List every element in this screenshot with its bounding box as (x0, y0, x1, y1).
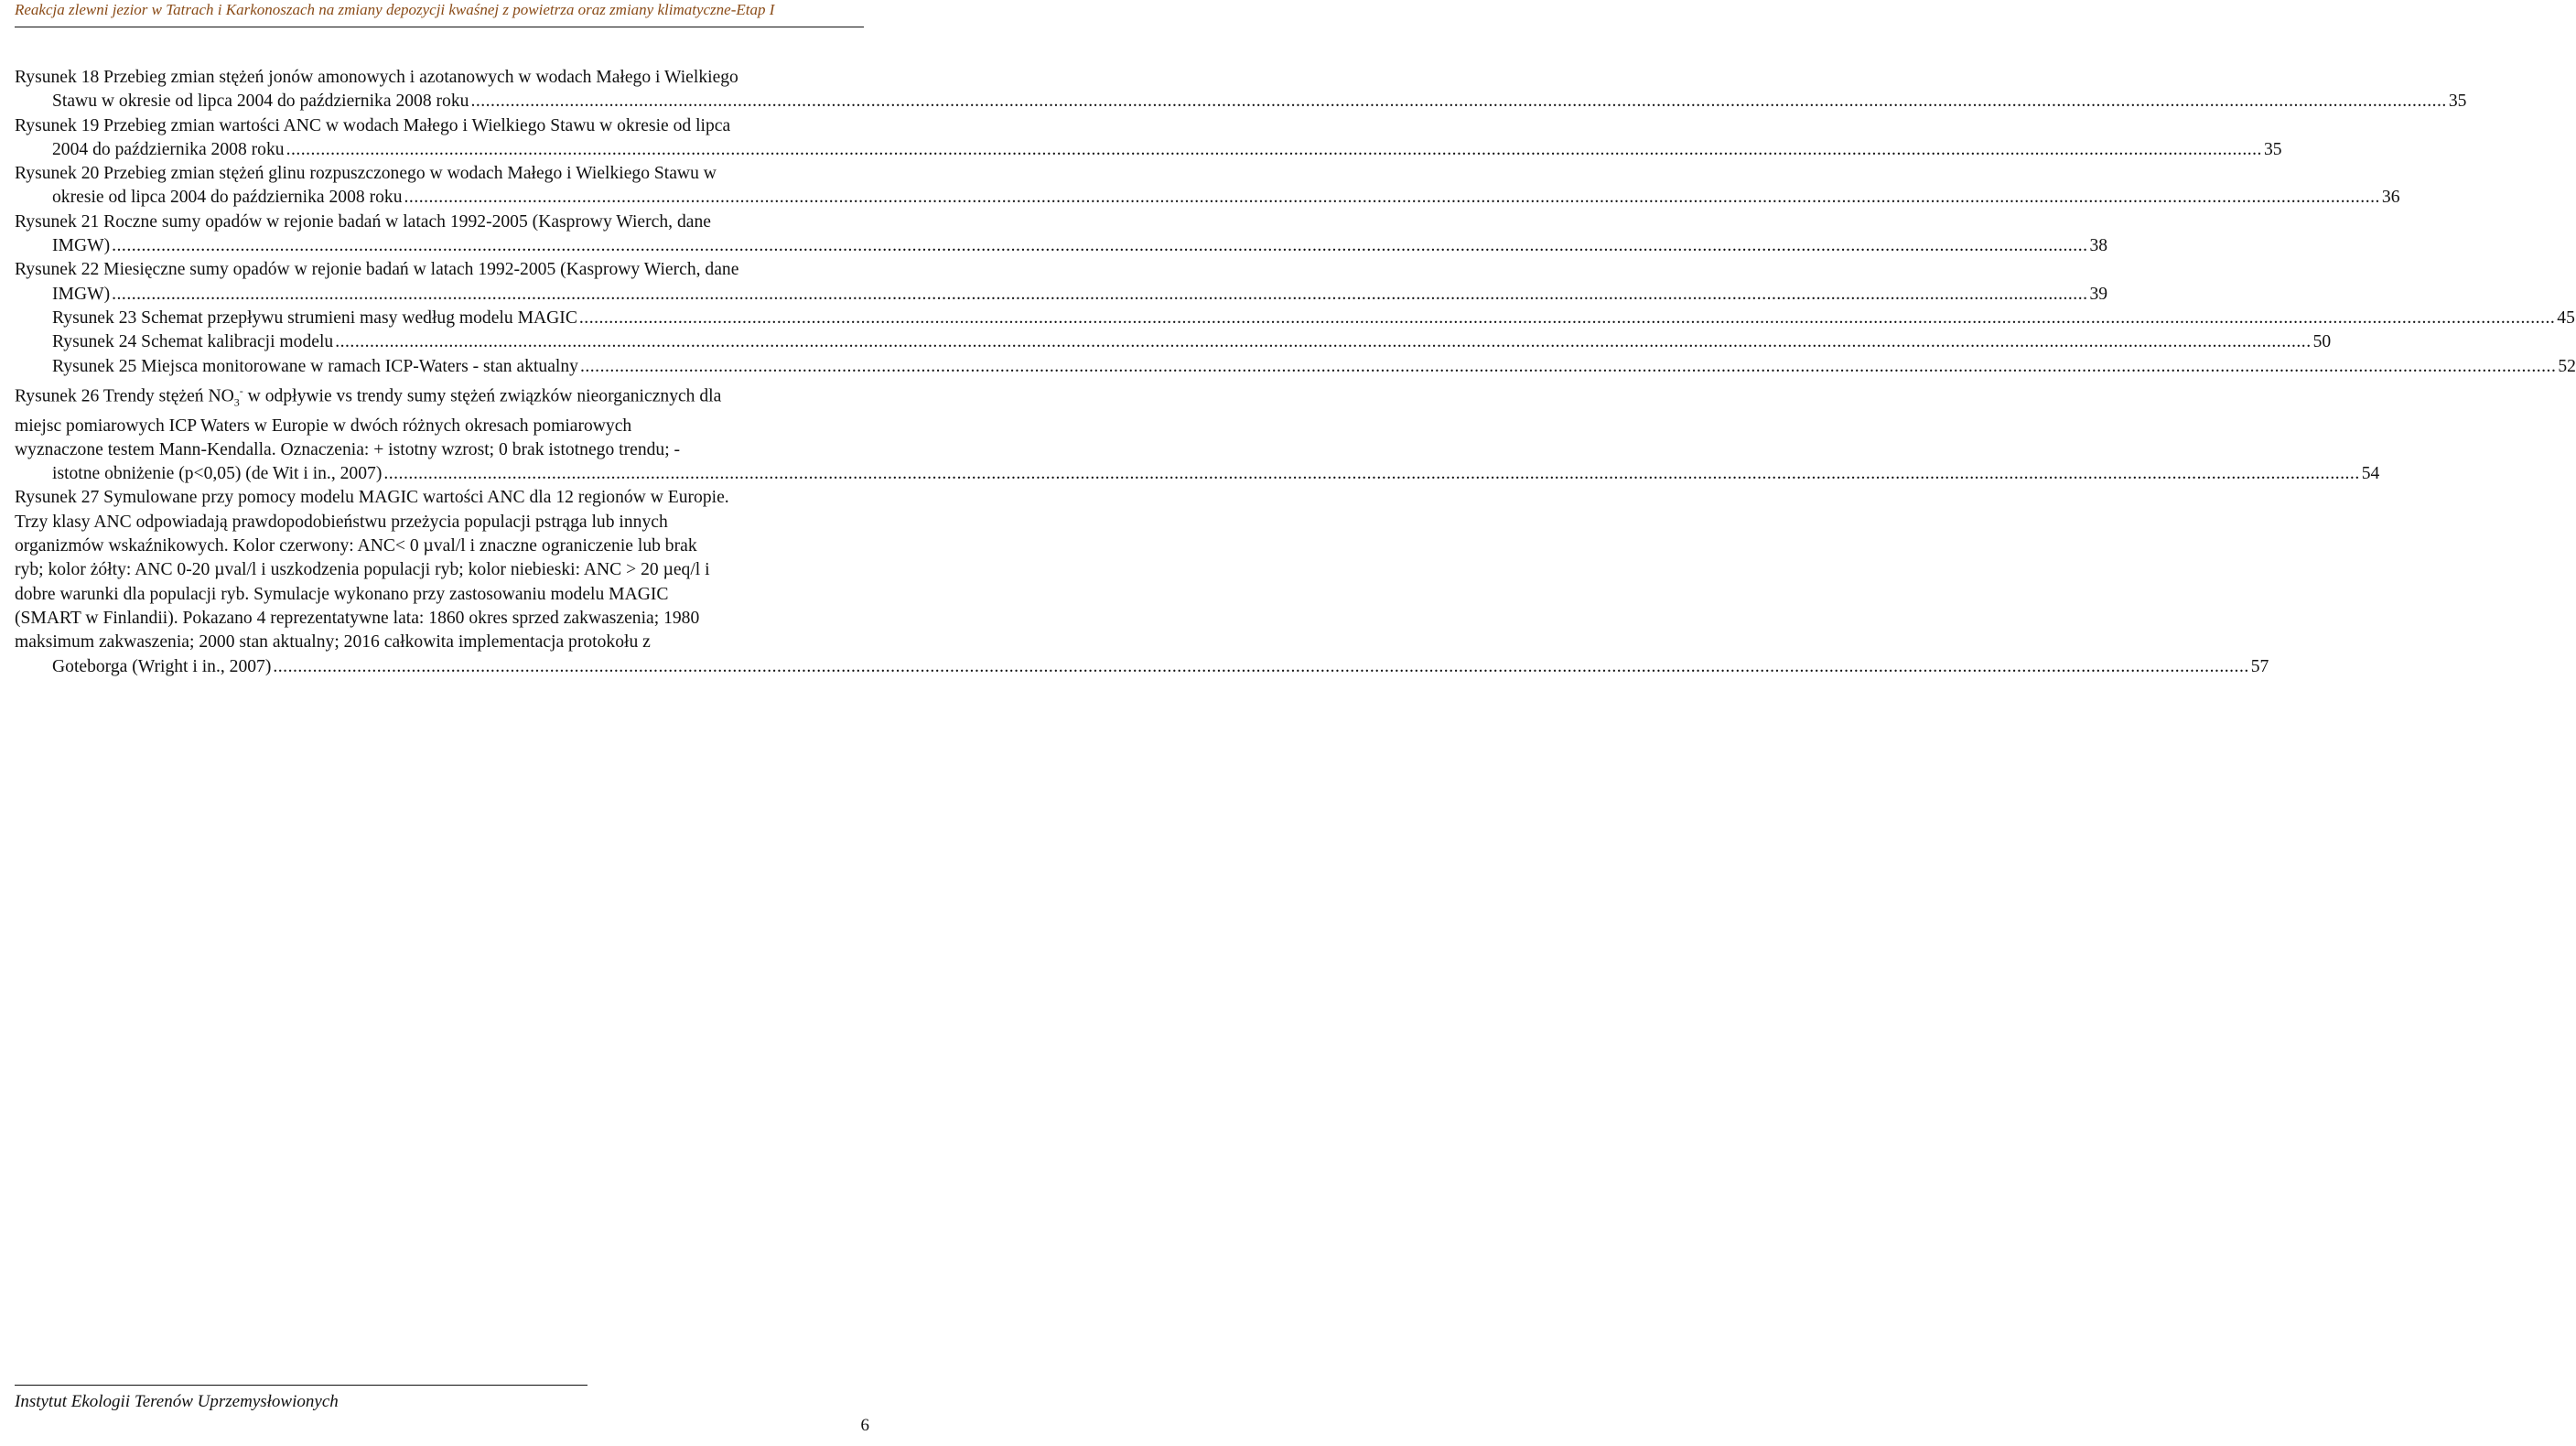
toc-page-number: 35 (2448, 92, 2467, 112)
toc-entry-last-line (52, 283, 2108, 307)
toc-entry-text: istotne obniżenie (p<0,05) (de Wit i in., 2007) (52, 464, 383, 484)
toc-page-number: 57 (2250, 656, 2269, 676)
dot-leader: ................................................................................................................................................................................................................................................................................................................................................................................................................ (578, 308, 2556, 328)
toc-entry-line: Rysunek 21 Roczne sumy opadów w rejonie badań w latach 1992-2005 (Kasprowy Wierch, dane (15, 211, 711, 232)
toc-page-number: 38 (2089, 236, 2108, 256)
toc-entry-last-line (52, 138, 2282, 162)
toc-entry[interactable] (15, 486, 2269, 678)
toc-entry-line: maksimum zakwaszenia; 2000 stan aktualny; 2016 całkowita implementacja protokołu z (15, 632, 651, 653)
toc-entry-text: IMGW) (52, 284, 111, 304)
toc-entry[interactable] (15, 258, 2108, 307)
toc-entry-line: Rysunek 20 Przebieg zmian stężeń glinu rozpuszczonego w wodach Małego i Wielkiego Stawu w (15, 164, 717, 184)
dot-leader: ................................................................................................................................................................................................................................................................................................................................................................................................................ (579, 356, 2557, 376)
toc-entry-line: wyznaczone testem Mann-Kendalla. Oznaczenia: + istotny wzrost; 0 brak istotnego trendu; - (15, 439, 681, 459)
toc-page-number: 45 (2557, 308, 2575, 328)
toc-entry-last-line (52, 307, 2575, 330)
dot-leader: ................................................................................................................................................................................................................................................................................................................................................................................................................ (470, 92, 2447, 112)
toc-entry-text: Rysunek 23 Schemat przepływu strumieni masy według modelu MAGIC (52, 308, 577, 328)
toc-page-number: 35 (2263, 139, 2282, 159)
toc-entry-line: Rysunek 19 Przebieg zmian wartości ANC w wodach Małego i Wielkiego Stawu w okresie od lipca (15, 115, 731, 135)
toc-entry-last-line (52, 330, 2332, 354)
footer-divider (15, 1385, 587, 1386)
toc-entry-text: okresie od lipca 2004 do października 2008 roku (52, 188, 403, 208)
toc-entry-last-line (52, 186, 2400, 210)
toc-entry-line: (SMART w Finlandii). Pokazano 4 reprezentatywne lata: 1860 okres sprzed zakwaszenia; 1980 (15, 608, 700, 628)
toc-page-number: 54 (2361, 464, 2380, 484)
toc-entry-text: Stawu w okresie od lipca 2004 do października 2008 roku (52, 92, 469, 112)
toc-entry-last-line (52, 355, 2576, 379)
toc-entry-line: Rysunek 27 Symulowane przy pomocy modelu MAGIC wartości ANC dla 12 regionów w Europie. (15, 488, 729, 508)
toc-entry[interactable] (15, 330, 2332, 354)
dot-leader: ................................................................................................................................................................................................................................................................................................................................................................................................................ (335, 332, 2312, 352)
toc-entry-line: Trzy klasy ANC odpowiadają prawdopodobieństwu przeżycia populacji pstrąga lub innych (15, 512, 668, 532)
toc-entry-line: ryb; kolor żółty: ANC 0-20 µval/l i uszkodzenia populacji ryb; kolor niebieski: ANC > 20 µeq/l i (15, 560, 710, 580)
toc-entry-line: Rysunek 22 Miesięczne sumy opadów w rejonie badań w latach 1992-2005 (Kasprowy Wierch, dane (15, 260, 739, 280)
list-of-figures (15, 66, 2576, 679)
page-number: 6 (860, 1416, 869, 1435)
toc-entry[interactable] (15, 210, 2108, 259)
toc-entry-line: dobre warunki dla populacji ryb. Symulacje wykonano przy zastosowaniu modelu MAGIC (15, 584, 669, 604)
dot-leader: ................................................................................................................................................................................................................................................................................................................................................................................................................ (404, 188, 2380, 208)
toc-entry[interactable] (15, 307, 2575, 330)
toc-entry-line: Rysunek 18 Przebieg zmian stężeń jonów amonowych i azotanowych w wodach Małego i Wielkiego (15, 68, 738, 87)
toc-page-number: 52 (2558, 356, 2576, 376)
dot-leader: ................................................................................................................................................................................................................................................................................................................................................................................................................ (273, 656, 2249, 676)
toc-page-number: 50 (2312, 332, 2332, 352)
toc-entry-text: IMGW) (52, 236, 111, 256)
toc-entry[interactable] (15, 162, 2400, 210)
toc-entry[interactable] (15, 66, 2467, 114)
toc-page-number: 36 (2381, 188, 2400, 208)
toc-entry-last-line (52, 90, 2467, 113)
dot-leader: ................................................................................................................................................................................................................................................................................................................................................................................................................ (286, 139, 2262, 159)
dot-leader: ................................................................................................................................................................................................................................................................................................................................................................................................................ (383, 464, 2360, 484)
toc-entry[interactable] (15, 355, 2576, 379)
dot-leader: ................................................................................................................................................................................................................................................................................................................................................................................................................ (112, 236, 2088, 256)
toc-entry-text: Rysunek 24 Schemat kalibracji modelu (52, 332, 334, 352)
toc-entry-text: Goteborga (Wright i in., 2007) (52, 656, 272, 676)
dot-leader: ................................................................................................................................................................................................................................................................................................................................................................................................................ (112, 284, 2088, 304)
toc-entry-line: organizmów wskaźnikowych. Kolor czerwony: ANC< 0 µval/l i znaczne ograniczenie lub brak (15, 536, 697, 556)
toc-entry-last-line (52, 234, 2108, 258)
toc-entry[interactable] (15, 379, 2380, 487)
toc-entry-line: Rysunek 26 Trendy stężeń $NO_3^-$ w odpływie vs trendy sumy stężeń związków nieorganicznych dla (15, 383, 722, 409)
toc-page-number: 39 (2089, 284, 2108, 304)
toc-entry-last-line (52, 655, 2269, 679)
toc-entry-line: miejsc pomiarowych ICP Waters w Europie w dwóch różnych okresach pomiarowych (15, 415, 632, 436)
toc-entry-text: Rysunek 25 Miejsca monitorowane w ramach ICP-Waters - stan aktualny (52, 356, 578, 376)
toc-entry-text: 2004 do października 2008 roku (52, 139, 285, 159)
footer-institute: Instytut Ekologii Terenów Uprzemysłowionych (15, 1392, 339, 1411)
toc-entry[interactable] (15, 114, 2282, 163)
running-header: Reakcja zlewni jezior w Tatrach i Karkonoszach na zmiany depozycji kwaśnej z powietrza oraz zmiany klimatyczne-Etap I (15, 1, 775, 18)
toc-entry-last-line (52, 462, 2380, 486)
